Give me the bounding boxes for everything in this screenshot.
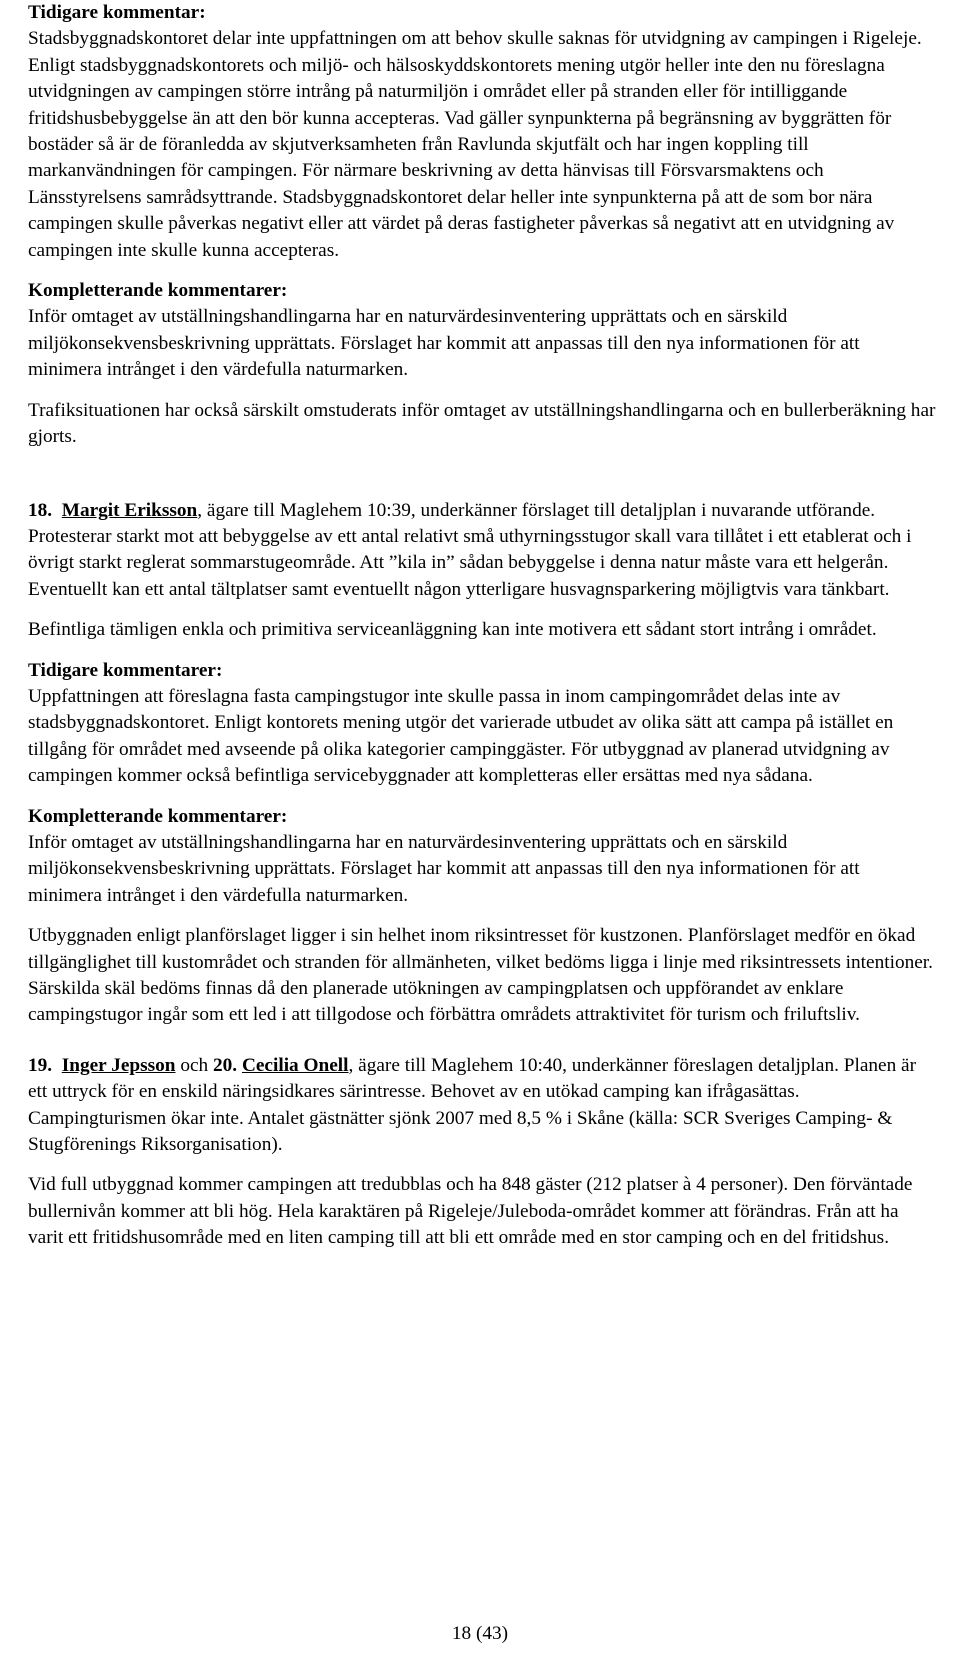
person-name: Cecilia Onell bbox=[241, 1054, 349, 1076]
item-19-20-paragraph bbox=[28, 1053, 936, 1159]
section-heading-kompletterande-2: Kompletterande kommentarer: bbox=[28, 805, 288, 827]
item-number: 19. bbox=[28, 1054, 53, 1076]
document-page bbox=[28, 0, 936, 1252]
item-number: 18. bbox=[28, 499, 53, 521]
section-heading-kompletterande-1: Kompletterande kommentarer: bbox=[28, 280, 288, 302]
paragraph-kompletterande-1: Inför omtaget av utställningshandlingarna har en naturvärdesinventering upprättats och en särskild miljökonsekvensbeskrivning upprättats. Förslaget har kommit att anpassas till den nya informationen för att minimera intrånget i den värdefulla naturmarken. bbox=[28, 306, 860, 381]
conjunction: och bbox=[180, 1054, 209, 1076]
person-name: Inger Jepsson bbox=[61, 1054, 176, 1076]
section-heading-tidigare-kommentarer: Tidigare kommentarer: bbox=[28, 659, 223, 681]
item-18-paragraph-2: Befintliga tämligen enkla och primitiva serviceanläggning kan inte motivera ett sådant stort intrång i området. bbox=[28, 619, 877, 641]
item-18-paragraph bbox=[28, 498, 936, 604]
section-heading-tidigare-kommentar: Tidigare kommentar: bbox=[28, 2, 206, 23]
paragraph-trafiksituationen: Trafiksituationen har också särskilt omstuderats inför omtaget av utställningshandlingarna och en bullerberäkning har gjorts. bbox=[28, 399, 936, 448]
paragraph-kompletterande-2: Inför omtaget av utställningshandlingarna har en naturvärdesinventering upprättats och en särskild miljökonsekvensbeskrivning upprättats. Förslaget har kommit att anpassas till den nya informationen för att minimera intrånget i den värdefulla naturmarken. bbox=[28, 831, 860, 906]
item-19-20-text: , ägare till Maglehem 10:40, underkänner föreslagen detaljplan. Planen är ett uttryck för en enskild näringsidkares särintresse. Behovet av en utökad camping kan ifrågasättas. Campingturismen ökar inte. Antalet gästnätter sjönk 2007 med 8,5 % i Skåne (källa: SCR Sveriges Camping- & Stugförenings Riksorganisation). bbox=[28, 1054, 917, 1156]
person-name: Margit Eriksson bbox=[61, 499, 198, 521]
item-19-20-paragraph-2: Vid full utbyggnad kommer campingen att tredubblas och ha 848 gäster (212 platser à 4 personer). Den förväntade bullernivån kommer att bli hög. Hela karaktären på Rigeleje/Juleboda-området kommer att förändras. Från att ha varit ett fritidshusområde med en liten camping till att bli ett område med en stor camping och en del fritidshus. bbox=[28, 1174, 913, 1249]
paragraph-tidigare-kommentar: Stadsbyggnadskontoret delar inte uppfattningen om att behov skulle saknas för utvidgning av campingen i Rigeleje. Enligt stadsbyggnadskontorets och miljö- och hälsoskyddskontorets mening utgör heller inte den nu föreslagna utvidgningen av campingen större intrång på naturmiljön i området eller på stranden eller för intilliggande fritidshusbebyggelse än att den bör kunna accepteras. Vad gäller synpunkterna på begränsning av byggrätten för bostäder så är de föranledda av skjutverksamheten från Ravlunda skjutfält och har ingen koppling till markanvändningen för campingen. För närmare beskrivning av detta hänvisas till Försvarsmaktens och Länsstyrelsens samrådsyttrande. Stadsbyggnadskontoret delar heller inte synpunkterna på att de som bor nära campingen skulle påverkas negativt eller att värdet på deras fastigheter påverkas så negativt att en utvidgning av campingen inte skulle kunna accepteras. bbox=[28, 28, 922, 261]
item-number: 20. bbox=[213, 1054, 238, 1076]
item-18-text: , ägare till Maglehem 10:39, underkänner förslaget till detaljplan i nuvarande utförande. Protesterar starkt mot att bebyggelse av ett antal relativt små uthyrningsstugor skall vara tillåtet i ett etablerat och i övrigt starkt reglerat sommarstugeområde. Att ”kila in” sådan bebyggelse i denna natur måste vara ett helgerån. Eventuellt kan ett antal tältplatser samt eventuellt någon ytterligare husvagnsparkering möjligtvis vara tänkbart. bbox=[28, 499, 912, 600]
paragraph-tidigare-kommentarer: Uppfattningen att föreslagna fasta campingstugor inte skulle passa in inom campingområdet delas inte av stadsbyggnadskontoret. Enligt kontorets mening utgör det varierade utbudet av olika sätt att campa på istället en tillgång för området med avseende på olika kategorier campinggäster. För utbyggnad av planerad utvidgning av campingen kommer också befintliga servicebyggnader att kompletteras eller ersättas med nya sådana. bbox=[28, 685, 894, 787]
paragraph-utbyggnaden: Utbyggnaden enligt planförslaget ligger i sin helhet inom riksintresset för kustzonen. Planförslaget medför en ökad tillgänglighet till kustområdet och stranden för allmänheten, vilket bedöms ligga i linje med riksintressets intentioner. Särskilda skäl bedöms finnas då den planerade utökningen av campingplatsen och uppförandet av enklare campingstugor ingår som ett led i att tillgodose och förbättra områdets attraktivitet för turism och friluftsliv. bbox=[28, 925, 933, 1026]
page-number: 18 (43) bbox=[451, 1623, 509, 1644]
